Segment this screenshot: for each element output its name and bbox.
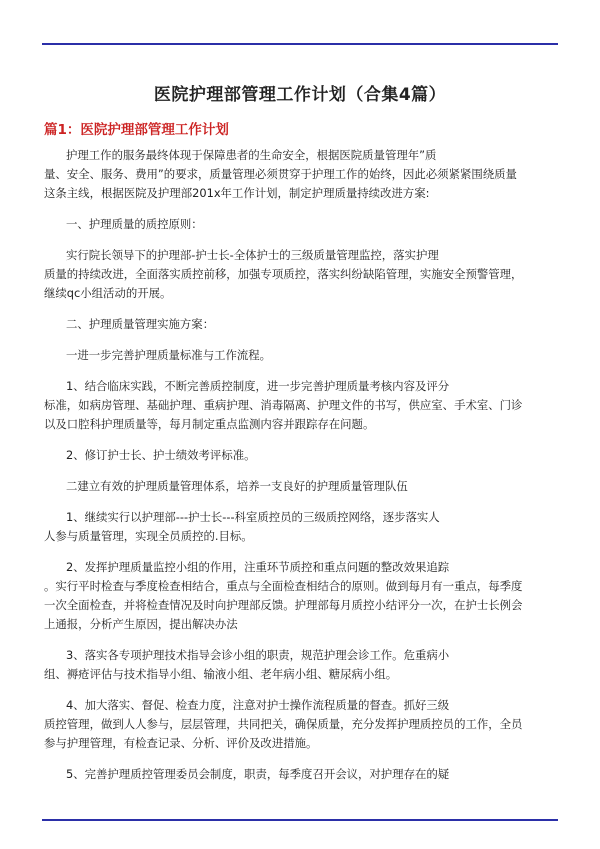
paragraph-line: 二、护理质量管理实施方案：	[66, 317, 215, 331]
page-title: 医院护理部管理工作计划（合集4篇）	[153, 85, 447, 105]
paragraph-line: 参与护理管理，有检查记录、分析、评价及改进措施。	[44, 736, 318, 750]
paragraph	[44, 346, 560, 365]
paragraph	[44, 646, 560, 684]
section-title: 篇1：医院护理部管理工作计划	[44, 122, 229, 138]
paragraph	[44, 558, 560, 634]
paragraph-line: 继续qc小组活动的开展。	[44, 286, 172, 300]
paragraph-line: 标准，如病房管理、基础护理、重病护理、消毒隔离、护理文件的书写，供应室、手术室、门诊	[44, 398, 523, 412]
document-body	[44, 146, 560, 796]
paragraph-line: 护理工作的服务最终体现于保障患者的生命安全，根据医院质量管理年”质	[66, 148, 437, 162]
paragraph-line: 一次全面检查，并将检查情况及时向护理部反馈。护理部每月质控小结评分一次，在护士长例会	[44, 598, 523, 612]
paragraph-line: 人参与质量管理，实现全员质控的.目标。	[44, 529, 253, 543]
paragraph	[44, 246, 560, 303]
paragraph-line: 以及口腔科护理质量等，每月制定重点监测内容并跟踪存在问题。	[44, 417, 375, 431]
paragraph-line: 4、加大落实、督促、检查力度，注意对护士操作流程质量的督查。抓好三级	[66, 698, 450, 712]
paragraph-line: 这条主线，根据医院及护理部201x年工作计划，制定护理质量持续改进方案:	[44, 186, 430, 200]
paragraph-line: 1、继续实行以护理部---护士长---科室质控员的三级质控网络，逐步落实人	[66, 510, 440, 524]
paragraph	[44, 765, 560, 784]
paragraph-line: 质控管理，做到人人参与，层层管理，共同把关，确保质量，充分发挥护理质控员的工作，全员	[44, 717, 523, 731]
paragraph	[44, 377, 560, 434]
paragraph-line: 实行院长领导下的护理部-护士长-全体护士的三级质量管理监控，落实护理	[66, 248, 439, 262]
paragraph-line: 上通报，分析产生原因，提出解决办法	[44, 617, 238, 631]
paragraph-line: 2、发挥护理质量监控小组的作用，注重环节质控和重点问题的整改效果追踪	[66, 560, 450, 574]
paragraph-line: 量、安全、服务、费用”的要求，质量管理必须贯穿于护理工作的始终，因此必须紧紧围绕质量	[44, 167, 517, 181]
paragraph	[44, 477, 560, 496]
header-rule	[42, 43, 558, 45]
paragraph-line: 。实行平时检查与季度检查相结合，重点与全面检查相结合的原则。做到每月有一重点，每季度	[44, 579, 523, 593]
paragraph-line: 质量的持续改进，全面落实质控前移，加强专项质控，落实纠纷缺陷管理，实施安全预警管理，	[44, 267, 523, 281]
paragraph	[44, 146, 560, 203]
paragraph	[44, 696, 560, 753]
paragraph	[44, 446, 560, 465]
paragraph-line: 组、褥疮评估与技术指导小组、输液小组、老年病小组、糖尿病小组。	[44, 667, 398, 681]
paragraph-line: 3、落实各专项护理技术指导会诊小组的职责，规范护理会诊工作。危重病小	[66, 648, 450, 662]
paragraph-line: 1、结合临床实践，不断完善质控制度，进一步完善护理质量考核内容及评分	[66, 379, 450, 393]
paragraph-line: 5、完善护理质控管理委员会制度，职责，每季度召开会议，对护理存在的疑	[66, 767, 450, 781]
paragraph-line: 一进一步完善护理质量标准与工作流程。	[66, 348, 272, 362]
paragraph	[44, 315, 560, 334]
paragraph	[44, 215, 560, 234]
paragraph-line: 2、修订护士长、护士绩效考评标准。	[66, 448, 256, 462]
footer-rule	[42, 819, 558, 821]
paragraph-line: 二建立有效的护理质量管理体系，培养一支良好的护理质量管理队伍	[66, 479, 408, 493]
paragraph	[44, 508, 560, 546]
paragraph-line: 一、护理质量的质控原则：	[66, 217, 203, 231]
